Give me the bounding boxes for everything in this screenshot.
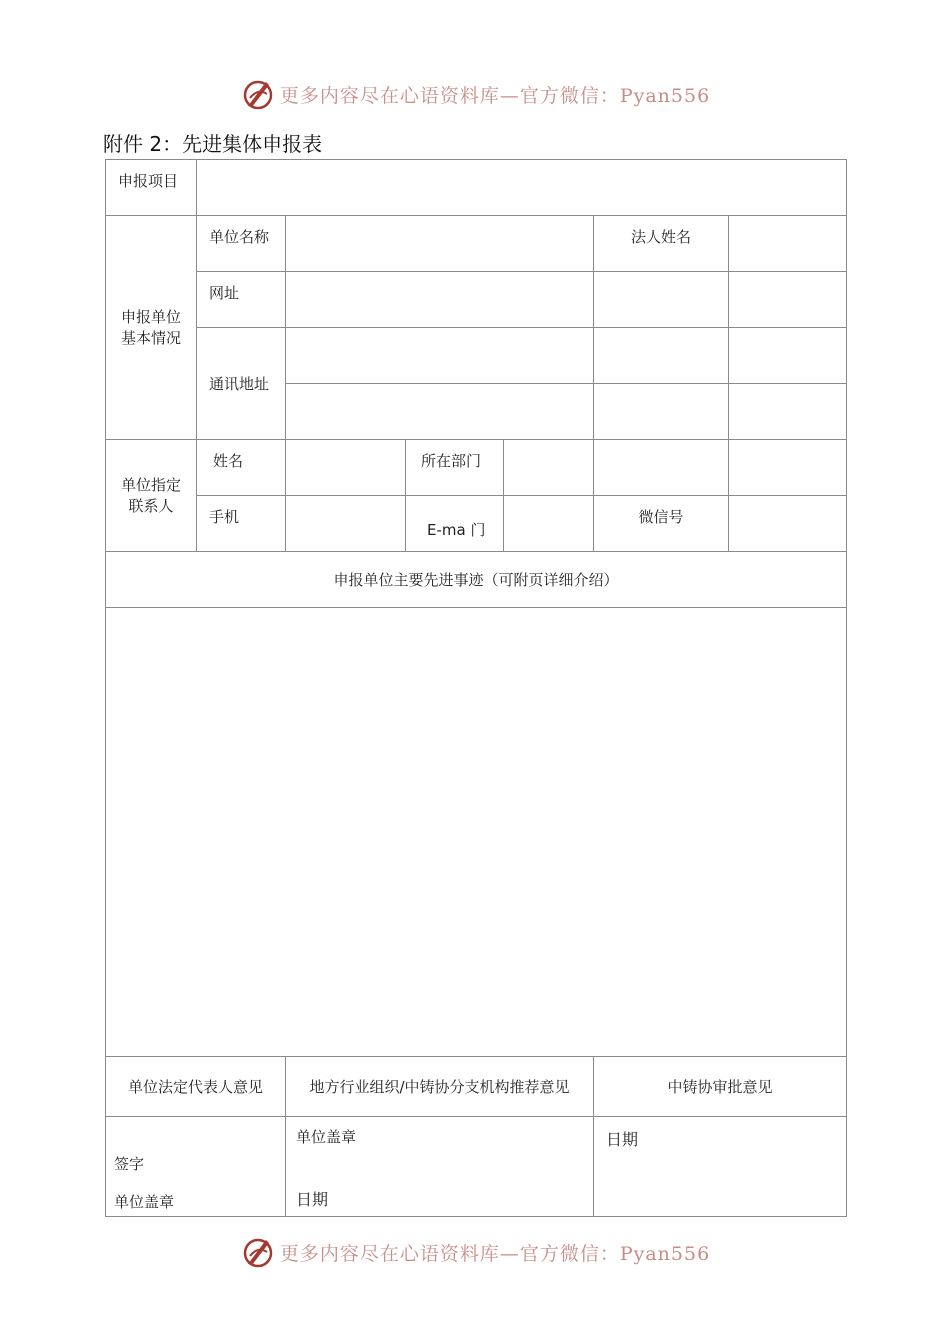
unit-name-label: 单位名称	[197, 216, 286, 272]
address-field-1b[interactable]	[594, 328, 729, 384]
opinion-rep-label: 单位法定代表人意见	[106, 1057, 286, 1117]
email-field[interactable]	[504, 496, 594, 552]
mobile-label: 手机	[197, 496, 286, 552]
department-label: 所在部门	[406, 440, 504, 496]
website-field-3[interactable]	[729, 272, 847, 328]
project-label: 申报项目	[106, 160, 197, 216]
page-title: 附件 2：先进集体申报表	[103, 132, 323, 156]
unit-basic-label	[106, 216, 197, 440]
application-form	[105, 159, 847, 1217]
address-field-2[interactable]	[286, 384, 594, 440]
mobile-field[interactable]	[286, 496, 406, 552]
contact-text: 单位指定联系人	[120, 475, 181, 515]
sign-label: 签字	[114, 1155, 145, 1173]
date-label-2: 日期	[296, 1190, 329, 1209]
unit-name-field[interactable]	[286, 216, 594, 272]
project-field[interactable]	[197, 160, 847, 216]
website-field-2[interactable]	[594, 272, 729, 328]
opinion-rep-field[interactable]	[106, 1117, 286, 1217]
name-field[interactable]	[286, 440, 406, 496]
legal-name-field[interactable]	[729, 216, 847, 272]
department-field[interactable]	[504, 440, 594, 496]
address-field-2c[interactable]	[729, 384, 847, 440]
legal-name-label: 法人姓名	[594, 216, 729, 272]
wechat-field[interactable]	[729, 496, 847, 552]
banner-text: 更多内容尽在心语资料库—官方微信：Pyan556	[279, 84, 711, 107]
footer-banner	[0, 1232, 950, 1272]
opinion-local-label: 地方行业组织/中铸协分支机构推荐意见	[286, 1057, 594, 1117]
unit-basic-text: 申报单位基本情况	[120, 307, 181, 347]
date-label: 日期	[606, 1130, 639, 1149]
logo-icon	[240, 76, 276, 112]
email-label: E-ma 门	[406, 496, 504, 552]
website-label: 网址	[197, 272, 286, 328]
banner-text: 更多内容尽在心语资料库—官方微信：Pyan556	[279, 1242, 711, 1265]
deeds-header: 申报单位主要先进事迹（可附页详细介绍）	[106, 552, 847, 608]
address-label: 通讯地址	[197, 328, 286, 440]
address-field-1[interactable]	[286, 328, 594, 384]
contact-blank-2[interactable]	[729, 440, 847, 496]
deeds-field[interactable]	[106, 608, 847, 1057]
website-field[interactable]	[286, 272, 594, 328]
header-banner	[0, 74, 950, 114]
name-label: 姓名	[197, 440, 286, 496]
contact-label	[106, 440, 197, 552]
opinion-approval-label: 中铸协审批意见	[594, 1057, 847, 1117]
seal-label: 单位盖章	[114, 1193, 175, 1211]
address-field-2b[interactable]	[594, 384, 729, 440]
logo-icon	[240, 1234, 276, 1270]
address-field-1c[interactable]	[729, 328, 847, 384]
wechat-label: 微信号	[594, 496, 729, 552]
seal-label-2: 单位盖章	[296, 1128, 357, 1146]
opinion-approval-field[interactable]	[594, 1117, 847, 1217]
contact-blank-1[interactable]	[594, 440, 729, 496]
opinion-local-field[interactable]	[286, 1117, 594, 1217]
